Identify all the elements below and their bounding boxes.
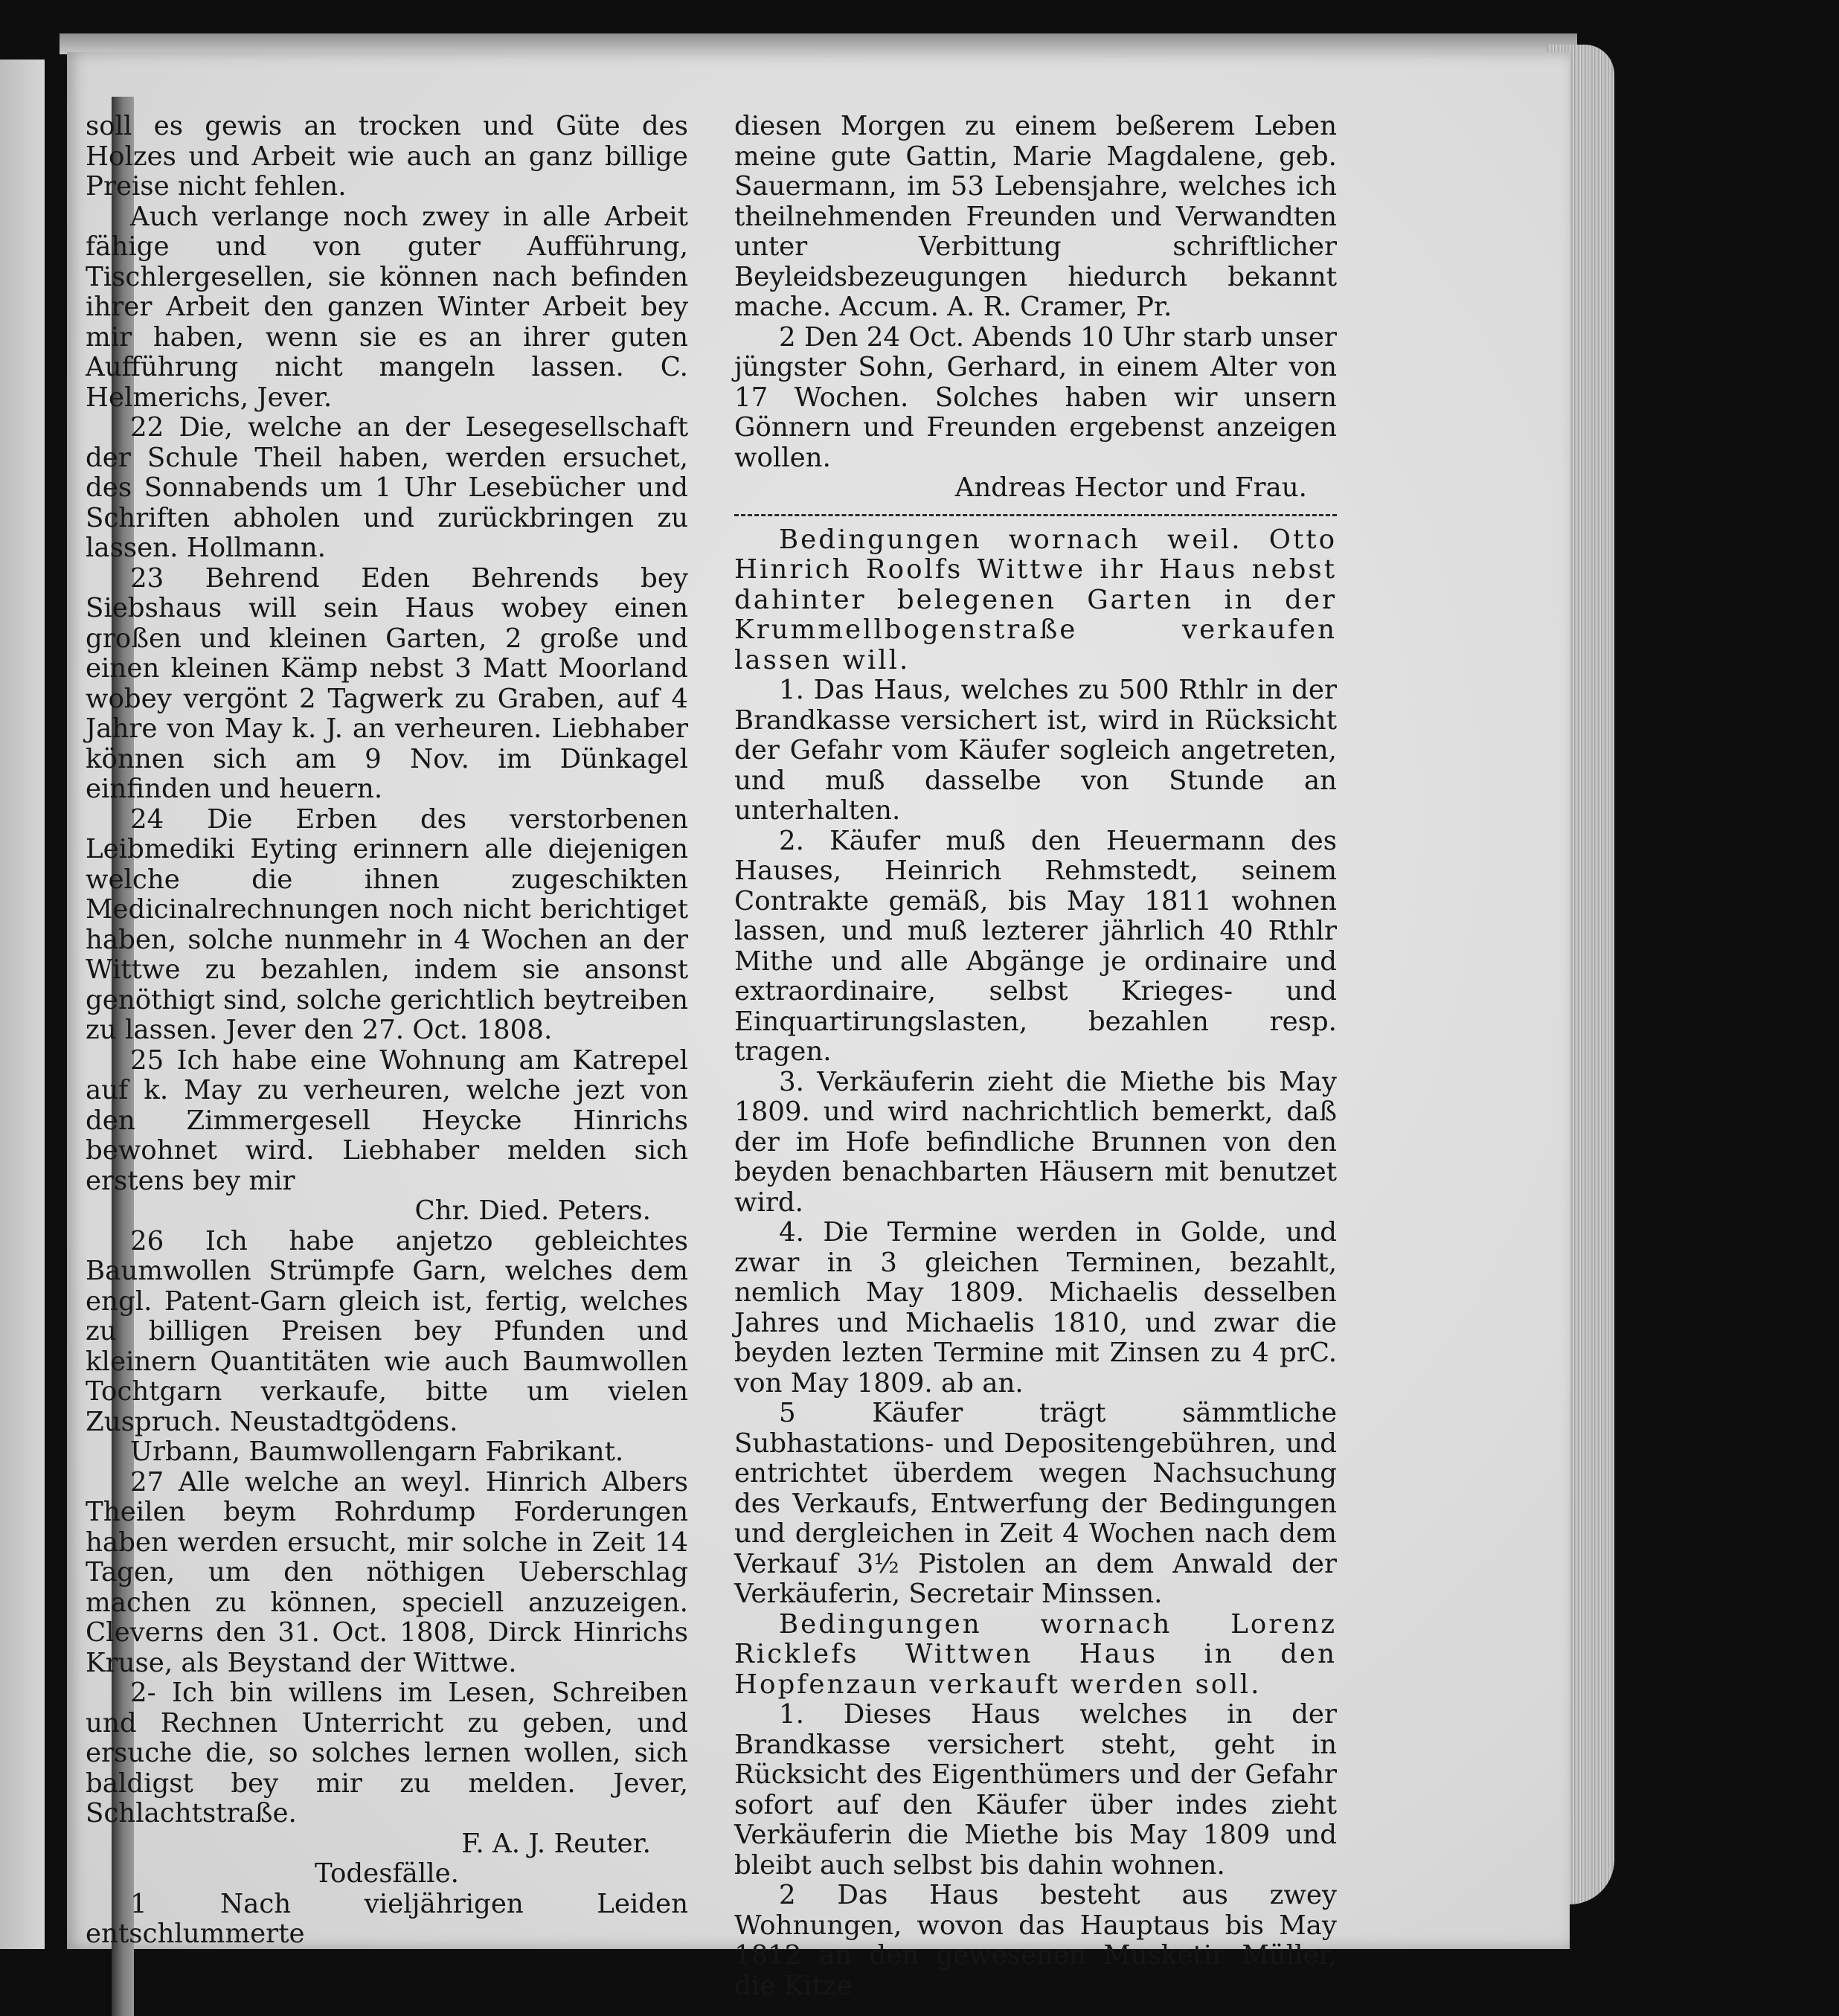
notice-paragraph: 25 Ich habe eine Wohnung am Katrepel auf k. May zu verheuren, welche jezt von den Zimmergesell Heycke Hinrichs bewohnet wird. Liebhaber melden sich erstens bey mir <box>86 1044 688 1196</box>
notice-paragraph: 2- Ich bin willens im Lesen, Schreiben und Rechnen Unterricht zu geben, und ersuche die, so solches lernen wollen, sich baldigst bey mir zu melden. Jever, Schlachtstraße. <box>86 1678 688 1829</box>
left-page-edge <box>0 60 45 1949</box>
notice-paragraph: 2 Das Haus besteht aus zwey Wohnungen, wovon das Hauptaus bis May 1812 an den gewesenen Musketir Müller, die Kitze <box>734 1880 1337 2001</box>
notice-paragraph: Urbann, Baumwollengarn Fabrikant. <box>130 1436 624 1467</box>
notice-paragraph: soll es gewis an trocken und Güte des Holzes und Arbeit wie auch an ganz billige Preise nicht fehlen. <box>86 111 688 202</box>
notice-paragraph: 2 Den 24 Oct. Abends 10 Uhr starb unser jüngster Sohn, Gerhard, in einem Alter von 17 Wochen. Solches haben wir unsern Gönnern und Freunden ergebenst anzeigen wollen. <box>734 321 1337 473</box>
notice-paragraph: 22 Die, welche an der Lesegesellschaft der Schule Theil haben, werden ersuchet, des Sonnabends um 1 Uhr Lesebücher und Schriften abholen und zurückbringen zu lassen. Hollmann. <box>86 412 688 563</box>
notice-paragraph: Bedingungen wornach Lorenz Ricklefs Wittwen Haus in den Hopfenzaun verkauft werden soll. <box>734 1608 1337 1700</box>
notice-signature: Chr. Died. Peters. <box>414 1195 651 1226</box>
notice-paragraph: Auch verlange noch zwey in alle Arbeit fähige und von guter Aufführung, Tischlergesellen, sie können nach befinden ihrer Arbeit den ganzen Winter Arbeit bey mir haben, wenn sie es an ihrer guten Aufführung nicht mangeln lassen. C. Helmerichs, Jever. <box>86 201 688 413</box>
left-column <box>86 112 688 1950</box>
top-page-edge <box>60 33 1577 54</box>
notice-signature: F. A. J. Reuter. <box>461 1828 651 1859</box>
notice-paragraph: 1. Dieses Haus welches in der Brandkasse versichert steht, geht in Rücksicht des Eigenthümers und der Gefahr sofort auf den Käufer über indes zieht Verkäuferin die Miethe bis May 1809 und bleibt auch selbst bis dahin wohnen. <box>734 1699 1337 1881</box>
notice-signature: Andreas Hector und Frau. <box>954 472 1307 503</box>
notice-paragraph: 3. Verkäuferin zieht die Miethe bis May 1809. und wird nachrichtlich bemerkt, daß der im Hofe befindliche Brunnen von den beyden benachbarten Häusern mit benutzet wird. <box>734 1066 1337 1218</box>
newspaper-page <box>67 52 1570 2001</box>
notice-paragraph: 27 Alle welche an weyl. Hinrich Albers Theilen beym Rohrdump Forderungen haben werden ersucht, mir solche in Zeit 14 Tagen, um den nöthigen Ueberschlag machen zu können, speciell anzuzeigen. Cleverns den 31. Oct. 1808, Dirck Hinrichs Kruse, als Beystand der Wittwe. <box>86 1466 688 1678</box>
notice-paragraph: 24 Die Erben des verstorbenen Leibmediki Eyting erinnern alle diejenigen welche die ihnen zugeschikten Medicinalrechnungen noch nicht berichtiget haben, solche nunmehr in 4 Wochen an der Wittwe zu bezahlen, indem sie ansonst genöthigt sind, solche gerichtlich beytreiben zu lassen. Jever den 27. Oct. 1808. <box>86 803 689 1045</box>
notice-paragraph: 26 Ich habe anjetzo gebleichtes Baumwollen Strümpfe Garn, welches dem engl. Patent-Garn gleich ist, fertig, welches zu billigen Preisen bey Pfunden und kleinern Quantitäten wie auch Baumwollen Tochtgarn verkaufe, bitte um vielen Zuspruch. Neustadtgödens. <box>86 1225 688 1437</box>
notice-paragraph: 23 Behrend Eden Behrends bey Siebshaus will sein Haus wobey einen großen und kleinen Garten, 2 große und einen kleinen Kämp nebst 3 Matt Moorland wobey vergönt 2 Tagwerk zu Graben, auf 4 Jahre von May k. J. an verheuren. Liebhaber können sich am 9 Nov. im Dünkagel einfinden und heuern. <box>86 562 688 804</box>
notice-paragraph: 1 Nach vieljährigen Leiden entschlummerte <box>86 1888 688 1949</box>
notice-paragraph: diesen Morgen zu einem beßerem Leben meine gute Gattin, Marie Magdalene, geb. Sauermann, im 53 Lebensjahre, welches ich theilnehmenden Freunden und Verwandten unter Verbittung schriftlicher Beyleidsbezeugungen hiedurch bekannt mache. Accum. A. R. Cramer, Pr. <box>734 111 1337 322</box>
section-divider <box>734 514 1337 516</box>
notice-paragraph: 1. Das Haus, welches zu 500 Rthlr in der Brandkasse versichert ist, wird in Rücksicht der Gefahr vom Käufer sogleich angetreten, und muß dasselbe von Stunde an unterhalten. <box>734 675 1337 826</box>
section-heading: Todesfälle. <box>315 1858 459 1889</box>
notice-paragraph: 4. Die Termine werden in Golde, und zwar in 3 gleichen Terminen, bezahlt, nemlich May 1809. Michaelis desselben Jahres und Michaelis 1810, und zwar die beyden lezten Termine mit Zinsen zu 4 prC. von May 1809. ab an. <box>734 1217 1337 1399</box>
right-column <box>734 112 1337 2001</box>
notice-paragraph: 5 Käufer trägt sämmtliche Subhastations- und Depositengebühren, und entrichtet überdem wegen Nachsuchung des Verkaufs, Entwerfung der Bedingungen und dergleichen in Zeit 4 Wochen nach dem Verkauf 3½ Pistolen an dem Anwald der Verkäuferin, Secretair Minssen. <box>734 1398 1337 1609</box>
notice-paragraph: 2. Käufer muß den Heuermann des Hauses, Heinrich Rehmstedt, seinem Contrakte gemäß, bis May 1811 wohnen lassen, und muß lezterer jährlich 40 Rthlr Mithe und alle Abgänge je ordinaire und extraordinaire, selbst Krieges- und Einquartirungslasten, bezahlen resp. tragen. <box>734 825 1337 1067</box>
notice-paragraph: Bedingungen wornach weil. Otto Hinrich Roolfs Wittwe ihr Haus nebst dahinter belegenen Garten in der Krummellbogenstraße verkaufen lassen will. <box>734 524 1337 675</box>
